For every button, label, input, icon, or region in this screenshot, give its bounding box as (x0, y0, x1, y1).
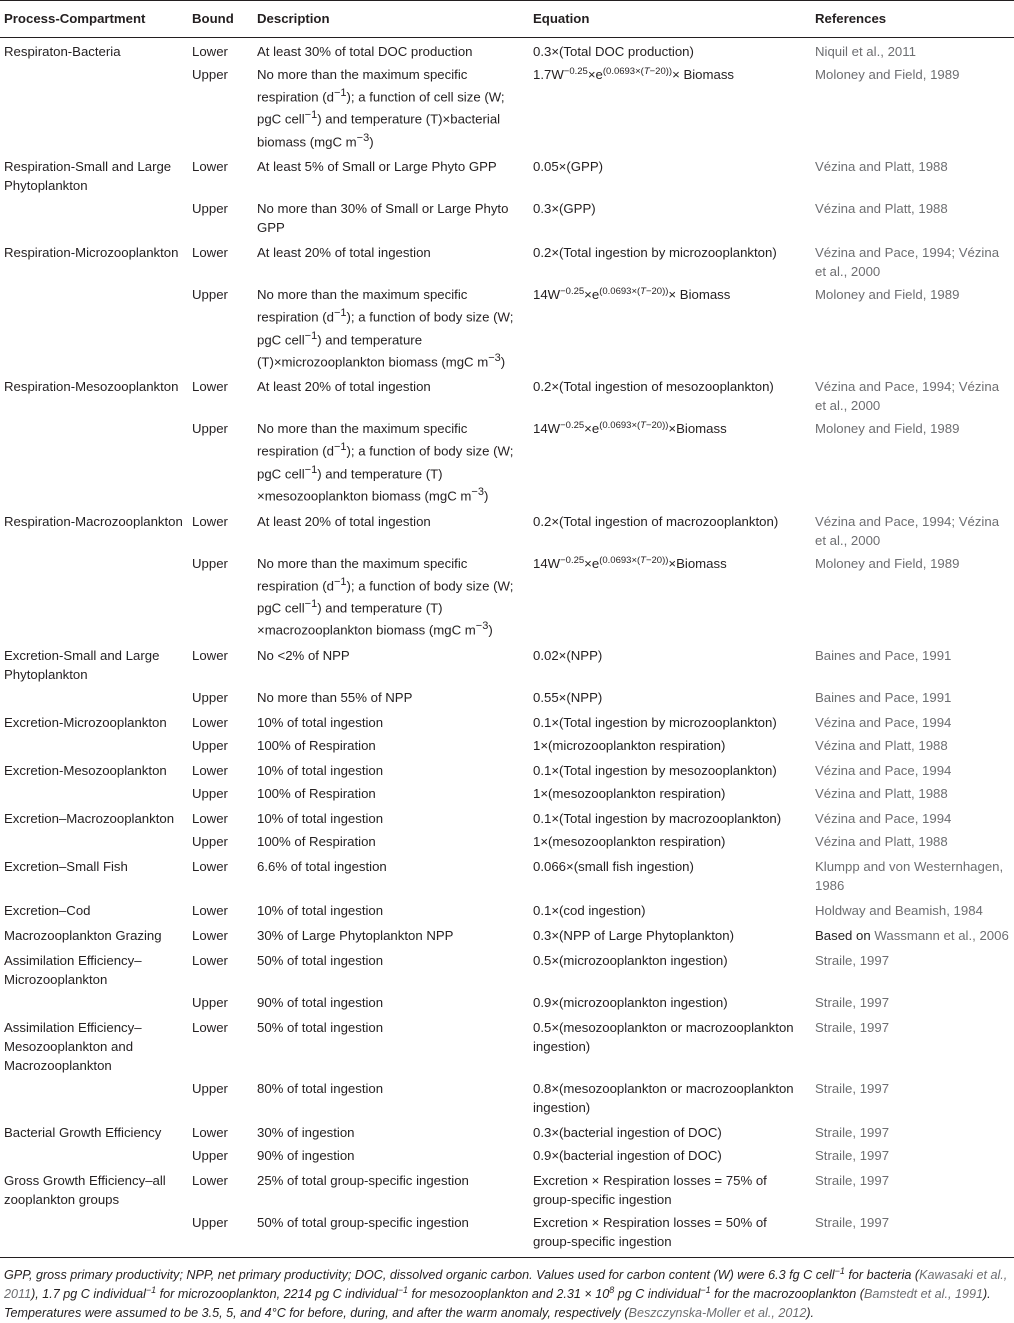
cell-bound: Lower (192, 379, 228, 395)
cell-reference: Baines and Pace, 1991 (815, 689, 952, 705)
cell-process: Excretion-Small and Large Phytoplankton (4, 647, 160, 682)
table-row (0, 417, 1014, 507)
cell-equation: 0.3×(GPP) (533, 201, 596, 217)
cell-process (0, 63, 188, 153)
cell-description: No more than the maximum specific respiration $(d^{-1})$; a function of body size (W; pgC cell$^{-1}$) and temperature (T)×microzooplankton biomass (mgC $m^{-3}$) (257, 287, 514, 370)
cell-bound: Upper (192, 689, 228, 705)
cell-equation: 0.8×(mesozooplankton or macrozooplankton ingestion) (533, 1080, 794, 1115)
table-row (0, 1211, 1014, 1258)
header-process: Process-Compartment (0, 1, 188, 38)
cell-description: 6.6% of total ingestion (257, 858, 387, 874)
table-row (0, 1119, 1014, 1144)
cell-process (0, 417, 188, 507)
cell-process: Excretion–Macrozooplankton (4, 810, 175, 826)
cell-process (0, 734, 188, 757)
cell-reference: Vézina and Pace, 1994; Vézina et al., 2000 (815, 513, 1000, 548)
cell-description: 50% of total ingestion (257, 1019, 384, 1035)
cell-description: At least 20% of total ingestion (257, 513, 431, 529)
table-row (0, 552, 1014, 642)
cell-process: Bacterial Growth Efficiency (4, 1124, 162, 1140)
cell-description: At least 20% of total ingestion (257, 245, 431, 261)
table-row (0, 782, 1014, 805)
cell-description: 80% of total ingestion (257, 1080, 384, 1096)
cell-process (0, 1144, 188, 1167)
table-row (0, 922, 1014, 947)
table-row (0, 1077, 1014, 1119)
cell-reference: Vézina and Pace, 1994; Vézina et al., 2000 (815, 245, 1000, 280)
cell-equation: 1×(mesozooplankton respiration) (533, 833, 726, 849)
cell-reference: Vézina and Pace, 1994 (815, 810, 952, 826)
cell-equation: $14W^{-0.25}\times e^{(0.0693\times(T-20))}\times$ Biomass (533, 286, 731, 303)
cell-reference: Moloney and Field, 1989 (815, 555, 960, 571)
cell-reference: Based on Wassmann et al., 2006 (815, 927, 1009, 943)
cell-bound: Lower (192, 714, 228, 730)
cell-equation: 0.55×(NPP) (533, 689, 603, 705)
cell-equation: 0.5×(mesozooplankton or macrozooplankton ingestion) (533, 1019, 794, 1054)
table-row (0, 897, 1014, 922)
cell-reference: Moloney and Field, 1989 (815, 287, 960, 303)
cell-reference: Moloney and Field, 1989 (815, 67, 960, 82)
cell-process: Excretion–Small Fish (4, 858, 128, 874)
header-bound: Bound (188, 1, 253, 38)
cell-reference: Vézina and Platt, 1988 (815, 159, 948, 175)
cell-equation: $1.7W^{-0.25}\times e^{(0.0693\times(T-20))}\times$ Biomass (533, 66, 735, 82)
cell-equation: 1×(mesozooplankton respiration) (533, 785, 726, 801)
cell-process: Respiration-Mesozooplankton (4, 379, 179, 395)
cell-description: 10% of total ingestion (257, 714, 384, 730)
cell-bound: Lower (192, 810, 228, 826)
cell-bound: Lower (192, 245, 228, 261)
table-row (0, 853, 1014, 897)
cell-bound: Lower (192, 927, 228, 943)
cell-equation: 0.3×(bacterial ingestion of DOC) (533, 1124, 722, 1140)
cell-process: Respiration-Small and Large Phytoplankton (4, 159, 172, 194)
cell-equation: 0.9×(bacterial ingestion of DOC) (533, 1147, 722, 1163)
cell-process (0, 552, 188, 642)
cell-description: No <2% of NPP (257, 647, 350, 663)
cell-equation: 0.2×(Total ingestion of macrozooplankton) (533, 513, 779, 529)
table-row (0, 1167, 1014, 1211)
header-equation: Equation (529, 1, 811, 38)
cell-description: At least 30% of total DOC production (257, 44, 473, 59)
table-row (0, 1014, 1014, 1077)
cell-bound: Upper (192, 994, 228, 1010)
cell-process (0, 1211, 188, 1258)
cell-description: 30% of Large Phytoplankton NPP (257, 927, 454, 943)
cell-bound: Upper (192, 555, 228, 571)
cell-description: 50% of total ingestion (257, 952, 384, 968)
cell-description: 100% of Respiration (257, 785, 376, 801)
table-row (0, 686, 1014, 709)
cell-equation: 0.3×(NPP of Large Phytoplankton) (533, 927, 734, 943)
cell-description: No more than 55% of NPP (257, 689, 413, 705)
cell-bound: Lower (192, 159, 228, 175)
cell-reference: Vézina and Platt, 1988 (815, 833, 948, 849)
cell-equation: 0.05×(GPP) (533, 159, 604, 175)
table-row (0, 830, 1014, 853)
cell-reference: Straile, 1997 (815, 1172, 890, 1188)
cell-bound: Upper (192, 67, 228, 82)
cell-reference: Straile, 1997 (815, 1080, 890, 1096)
cell-description: No more than 30% of Small or Large Phyto GPP (257, 201, 509, 236)
cell-bound: Lower (192, 858, 228, 874)
table-row (0, 239, 1014, 283)
cell-process: Macrozooplankton Grazing (4, 927, 162, 943)
cell-reference: Moloney and Field, 1989 (815, 421, 960, 437)
cell-description: 30% of ingestion (257, 1124, 355, 1140)
cell-process: Gross Growth Efficiency–all zooplankton groups (4, 1172, 166, 1207)
cell-description: At least 20% of total ingestion (257, 379, 431, 395)
cell-reference: Baines and Pace, 1991 (815, 647, 952, 663)
cell-process (0, 782, 188, 805)
cell-reference: Straile, 1997 (815, 994, 890, 1010)
cell-process: Respiration-Macrozooplankton (4, 513, 183, 529)
table-row (0, 38, 1014, 64)
cell-description: No more than the maximum specific respiration $(d^{-1})$; a function of body size (W; pgC cell$^{-1}$) and temperature (T) ×mesozooplankton biomass (mgC $m^{-3}$) (257, 421, 514, 504)
table-row (0, 153, 1014, 197)
cell-equation: 0.1×(Total ingestion by microzooplankton) (533, 714, 777, 730)
cell-equation: 0.2×(Total ingestion by microzooplankton) (533, 245, 777, 261)
cell-equation: $14W^{-0.25}\times e^{(0.0693\times(T-20))}\times Biomass$ (533, 420, 727, 437)
cell-equation: 0.1×(cod ingestion) (533, 902, 646, 918)
cell-equation: 0.1×(Total ingestion by macrozooplankton) (533, 810, 782, 826)
cell-description: 100% of Respiration (257, 833, 376, 849)
cell-process (0, 283, 188, 373)
cell-description: 10% of total ingestion (257, 810, 384, 826)
table-row (0, 947, 1014, 991)
table-row (0, 991, 1014, 1014)
cell-description: 10% of total ingestion (257, 902, 384, 918)
cell-process: Assimilation Efficiency–Microzooplankton (4, 952, 142, 987)
cell-equation: Excretion × Respiration losses = 75% of group-specific ingestion (533, 1172, 767, 1207)
table-row (0, 373, 1014, 417)
cell-process: Excretion-Microzooplankton (4, 714, 167, 730)
cell-reference: Vézina and Pace, 1994; Vézina et al., 2000 (815, 379, 1000, 414)
cell-process: Respiraton-Bacteria (4, 44, 121, 59)
cell-process: Respiration-Microzooplankton (4, 245, 179, 261)
table-row (0, 1144, 1014, 1167)
cell-bound: Upper (192, 421, 228, 437)
cell-description: At least 5% of Small or Large Phyto GPP (257, 159, 497, 175)
cell-equation: 0.066×(small fish ingestion) (533, 858, 694, 874)
cell-equation: 0.5×(microzooplankton ingestion) (533, 952, 728, 968)
header-description: Description (253, 1, 529, 38)
cell-bound: Lower (192, 1172, 228, 1188)
table-row (0, 805, 1014, 830)
cell-description: 10% of total ingestion (257, 762, 384, 778)
header-references: References (811, 1, 1014, 38)
table-row (0, 642, 1014, 686)
cell-reference: Klumpp and von Westernhagen, 1986 (815, 858, 1004, 893)
cell-process (0, 197, 188, 239)
cell-process (0, 686, 188, 709)
cell-process (0, 830, 188, 853)
cell-reference: Straile, 1997 (815, 952, 890, 968)
cell-reference: Vézina and Platt, 1988 (815, 785, 948, 801)
cell-equation: 0.3×(Total DOC production) (533, 44, 694, 59)
cell-reference: Vézina and Pace, 1994 (815, 762, 952, 778)
header-row (0, 1, 1014, 38)
cell-process (0, 1077, 188, 1119)
cell-reference: Straile, 1997 (811, 1211, 1014, 1258)
cell-bound: Upper (192, 1080, 228, 1096)
cell-reference: Niquil et al., 2011 (815, 44, 916, 59)
cell-equation: 0.2×(Total ingestion of mesozooplankton) (533, 379, 774, 395)
table-row (0, 197, 1014, 239)
cell-description: 50% of total group-specific ingestion (253, 1211, 529, 1258)
cell-bound: Lower (192, 647, 228, 663)
table-row (0, 63, 1014, 153)
cell-bound: Lower (192, 44, 228, 59)
cell-process: Excretion-Mesozooplankton (4, 762, 167, 778)
cell-bound: Lower (192, 902, 228, 918)
cell-reference: Straile, 1997 (815, 1147, 890, 1163)
cell-bound: Upper (192, 201, 228, 217)
cell-process: Assimilation Efficiency–Mesozooplankton and Macrozooplankton (4, 1019, 142, 1073)
cell-equation: Excretion × Respiration losses = 50% of group-specific ingestion (529, 1211, 811, 1258)
table-row (0, 709, 1014, 734)
cell-reference: Vézina and Pace, 1994 (815, 714, 952, 730)
cell-equation: 0.9×(microzooplankton ingestion) (533, 994, 728, 1010)
cell-bound: Upper (192, 737, 228, 753)
cell-reference: Vézina and Platt, 1988 (815, 737, 948, 753)
table-row (0, 508, 1014, 552)
cell-equation: $14W^{-0.25}\times e^{(0.0693\times(T-20))}\times Biomass$ (533, 554, 727, 571)
cell-reference: Vézina and Platt, 1988 (815, 201, 948, 217)
cell-description: No more than the maximum specific respiration $(d^{-1})$; a function of body size (W; pgC cell$^{-1}$) and temperature (T) ×macrozooplankton biomass (mgC $m^{-3}$) (257, 555, 514, 638)
cell-bound: Lower (192, 513, 228, 529)
cell-bound: Upper (192, 785, 228, 801)
table-row (0, 283, 1014, 373)
cell-bound: Lower (192, 952, 228, 968)
cell-description: 100% of Respiration (257, 737, 376, 753)
cell-reference: Holdway and Beamish, 1984 (815, 902, 983, 918)
cell-reference: Straile, 1997 (815, 1019, 890, 1035)
cell-bound: Upper (192, 287, 228, 303)
cell-bound: Upper (192, 833, 228, 849)
table-row (0, 734, 1014, 757)
cell-equation: 0.02×(NPP) (533, 647, 603, 663)
cell-bound: Lower (192, 1124, 228, 1140)
table-body (0, 38, 1014, 1258)
cell-bound: Lower (192, 1019, 228, 1035)
cell-description: 25% of total group-specific ingestion (257, 1172, 469, 1188)
cell-process: Excretion–Cod (4, 902, 91, 918)
cell-equation: 1×(microzooplankton respiration) (533, 737, 726, 753)
cell-description: 90% of total ingestion (257, 994, 384, 1010)
cell-process (0, 991, 188, 1014)
cell-description: No more than the maximum specific respiration $(d^{-1})$; a function of cell size (W; pgC cell$^{-1}$) and temperature (T)×bacterial biomass (mgC $m^{-3}$) (257, 67, 505, 150)
table-footnote: GPP, gross primary productivity; NPP, net primary productivity; DOC, dissolved organic carbon. Values used for carbon content (W) were 6.3 fg C cell$^{-1}$ for bacteria (Kawasaki et al., 2011), 1.7 pg C individual$^{-1}$ for microzooplankton, 2214 pg C individual$^{-1}$ for mesozooplankton and $2.31 \times 10^8$ pg C individual$^{-1}$ for the macrozooplankton (Bamstedt et al., 1991). Temperatures were assumed to be 3.5, 5, and 4°C for before, during, and after the warm anomaly, respectively (Beszczynska-Moller et al., 2012). (4, 1265, 1008, 1320)
cell-bound: Upper (192, 1147, 228, 1163)
table-row (0, 757, 1014, 782)
cell-reference: Straile, 1997 (815, 1124, 890, 1140)
cell-equation: 0.1×(Total ingestion by mesozooplankton) (533, 762, 777, 778)
cell-description: 90% of ingestion (257, 1147, 355, 1163)
cell-bound: Lower (192, 762, 228, 778)
cell-bound: Upper (188, 1211, 253, 1258)
